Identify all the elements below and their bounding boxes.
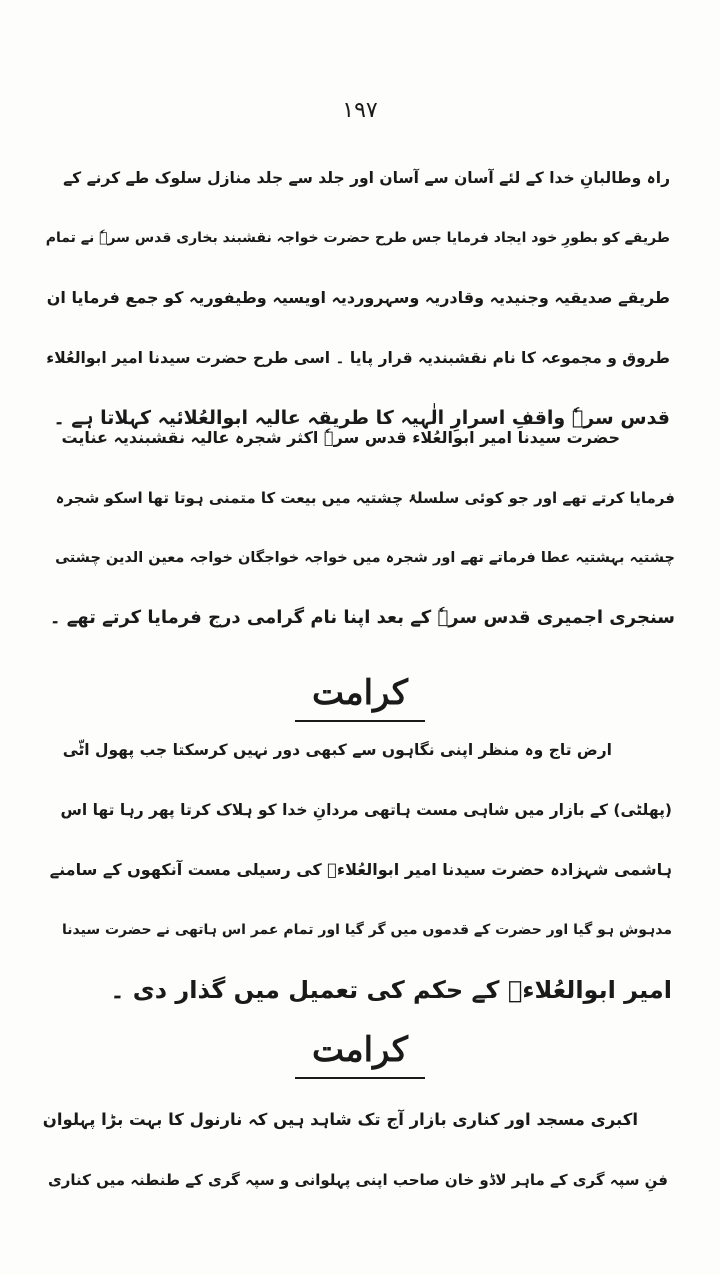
text-line: ہاشمی شہزادہ حضرت سیدنا امیر ابوالعُلاءؒ کی رسیلی مست آنکھوں کے سامنے	[49, 860, 672, 879]
text-line: حضرت سیدنا امیر ابوالعُلاء قدس سرہٗ اکثر شجرہ عالیہ نقشبندیہ عنایت	[61, 428, 620, 447]
text-line: طریقے صدیقیہ وجنیدیہ وقادریہ وسہروردیہ اویسیہ وطیفوریہ کو جمع فرمایا ان	[46, 288, 670, 307]
heading-text: کرامت	[312, 1030, 408, 1070]
text-line: فنِ سپہ گری کے ماہر لاڈو خان صاحب اپنی پہلوانی و سپہ گری کے طنطنہ میں کناری	[48, 1171, 668, 1189]
text-line: مدہوش ہو گیا اور حضرت کے قدموں میں گر گیا اور تمام عمر اس ہاتھی نے حضرت سیدنا	[62, 922, 672, 938]
karamat-one-paragraph	[47, 720, 672, 1020]
section-heading-karamat-one	[0, 668, 720, 722]
heading-underline	[295, 1077, 425, 1079]
shajra-paragraph	[50, 408, 675, 648]
intro-paragraph	[45, 148, 670, 448]
heading-text: کرامت	[312, 673, 408, 713]
text-line: راہ وطالبانِ خدا کے لئے آسان سے آسان اور جلد سے جلد منازل سلوک طے کرنے کے	[63, 169, 670, 187]
text-line: فرمایا کرتے تھے اور جو کوئی سلسلۂ چشتیہ میں بیعت کا متمنی ہوتا تھا اسکو شجرہ	[55, 489, 675, 507]
text-line: قدس سرہٗ واقفِ اسرارِ الٰہیہ کا طریقہ عالیہ ابوالعُلائیہ کہلاتا ہے ۔	[53, 407, 670, 429]
text-line: اکبری مسجد اور کناری بازار آج تک شاہد ہیں کہ نارنول کا بہت بڑا پہلوان	[43, 1110, 638, 1129]
text-line: امیر ابوالعُلاءؒ کے حکم کی تعمیل میں گذار دی ۔	[110, 976, 672, 1004]
text-line: چشتیہ بہشتیہ عطا فرماتے تھے اور شجرہ میں خواجہ خواجگان خواجہ معین الدین چشتی	[55, 550, 675, 566]
text-line: طروق و مجموعہ کا نام نقشبندیہ قرار پایا ۔ اسی طرح حضرت سیدنا امیر ابوالعُلاء	[46, 349, 670, 367]
text-line: (پھلٹی) کے بازار میں شاہی مست ہاتھی مردانِ خدا کو ہلاک کرتا پھر رہا تھا اس	[60, 801, 672, 819]
page-number: ۱۹۷	[342, 98, 378, 123]
text-line: سنجری اجمیری قدس سرہٗ کے بعد اپنا نام گرامی درج فرمایا کرتے تھے ۔	[50, 607, 675, 628]
karamat-two-paragraph	[43, 1090, 668, 1210]
text-line: ارض تاج وہ منظر اپنی نگاہوں سے کبھی دور نہیں کرسکتا جب پھول اٹّی	[62, 741, 612, 759]
section-heading-karamat-two	[0, 1025, 720, 1079]
text-line: طریقے کو بطورِ خود ایجاد فرمایا جس طرح حضرت خواجہ نقشبند بخاری قدس سرہٗ نے تمام	[45, 230, 670, 246]
